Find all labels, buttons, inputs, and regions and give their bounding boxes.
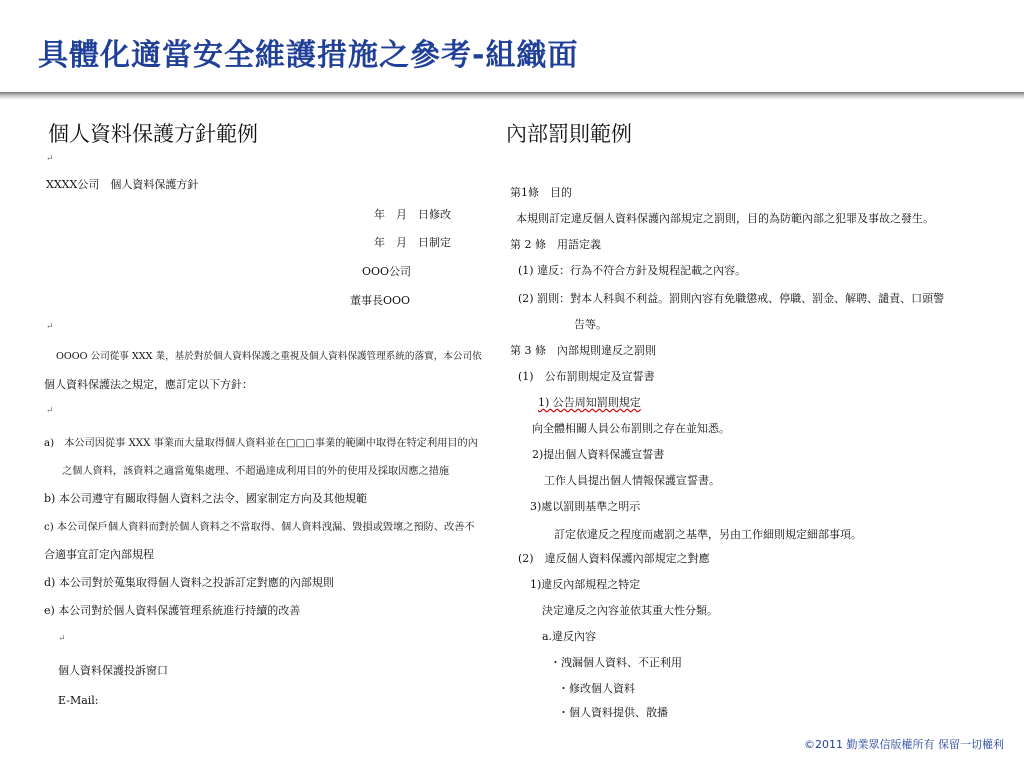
page-title: 具體化適當安全維護措施之參考-組織面 [38,38,579,73]
doc-line: 合適事宜訂定內部規程 [44,548,154,561]
doc-line: ・洩漏個人資料、不正利用 [550,656,682,669]
doc-line: a) 本公司因從事 XXX 事業而大量取得個人資料並在□□□事業的範圍中取得在特定利用目的內 [44,438,478,449]
doc-line: E-Mail: [58,694,99,707]
doc-line: (1) 公布罰則規定及宣誓書 [518,370,655,383]
doc-line: 告等。 [574,318,607,331]
paragraph-mark: ↵ [46,406,54,416]
doc-line: 個人資料保護法之規定，應訂定以下方針： [44,378,253,391]
doc-line: 1) 公告周知罰則規定 [538,396,641,409]
paragraph-mark: ↵ [58,634,66,644]
doc-line: a.違反內容 [542,630,597,643]
doc-line: 訂定依違反之程度而處罰之基準，另由工作細則規定細部事項。 [554,528,862,541]
doc-line: 董事長OOO [350,294,411,307]
doc-line: c) 本公司保戶個人資料而對於個人資料之不當取得、個人資料洩漏、毀損或毀壞之預防、改善不 [44,522,475,533]
doc-line: OOO公司 [362,265,412,278]
doc-line: 3)處以罰則基準之明示 [530,500,641,513]
doc-line: d) 本公司對於蒐集取得個人資料之投訴訂定對應的內部規則 [44,576,334,589]
doc-line: 個人資料保護投訴窗口 [58,664,168,677]
doc-line: e) 本公司對於個人資料保護管理系統進行持續的改善 [44,604,301,617]
penalty-document [510,180,960,719]
policy-document [44,150,482,710]
doc-line: 第1條 目的 [510,186,572,199]
right-heading: 內部罰則範例 [506,122,632,146]
doc-line: 2)提出個人資料保護宣誓書 [532,448,665,461]
doc-line: 向全體相關人員公布罰則之存在並知悉。 [532,422,730,435]
doc-line: 第 2 條 用語定義 [510,238,601,251]
doc-line: (2) 違反個人資料保護內部規定之對應 [518,552,710,565]
doc-line: XXXX公司 個人資料保護方針 [46,178,199,191]
doc-line: b) 本公司遵守有關取得個人資料之法令、國家制定方向及其他規範 [44,492,367,505]
doc-line: 年 月 日修改 [374,208,451,221]
doc-line: OOOO 公司從事 XXX 業，基於對於個人資料保護之重視及個人資料保護管理系統的落實，本公司依 [56,351,482,362]
paragraph-mark: ↵ [46,154,54,164]
left-heading: 個人資料保護方針範例 [48,122,258,146]
doc-line: 本規則訂定違反個人資料保護內部規定之罰則，目的為防範內部之犯罪及事故之發生。 [516,212,934,225]
paragraph-mark: ↵ [46,322,54,332]
doc-line: 1)違反內部規程之特定 [530,578,641,591]
doc-line: 決定違反之內容並依其重大性分類。 [542,604,718,617]
doc-line: (1) 違反：行為不符合方針及規程記載之內容。 [518,264,747,277]
doc-line: 工作人員提出個人情報保護宣誓書。 [544,474,720,487]
doc-line: ・個人資料提供、散播 [558,706,668,719]
doc-line: 之個人資料，該資料之適當蒐集處理、不超過達成利用目的外的使用及採取因應之措施 [62,466,450,477]
copyright-footer: ©2011 勤業眾信版權所有 保留一切權利 [804,738,1004,751]
doc-line: ・修改個人資料 [558,682,635,695]
title-divider [0,92,1024,100]
doc-line: 第 3 條 內部規則違反之罰則 [510,344,656,357]
doc-line: (2) 罰則：對本人科與不利益。罰則內容有免職懲戒、停職、罰金、解聘、譴責、口頭警 [518,292,945,305]
doc-line: 年 月 日制定 [374,236,451,249]
